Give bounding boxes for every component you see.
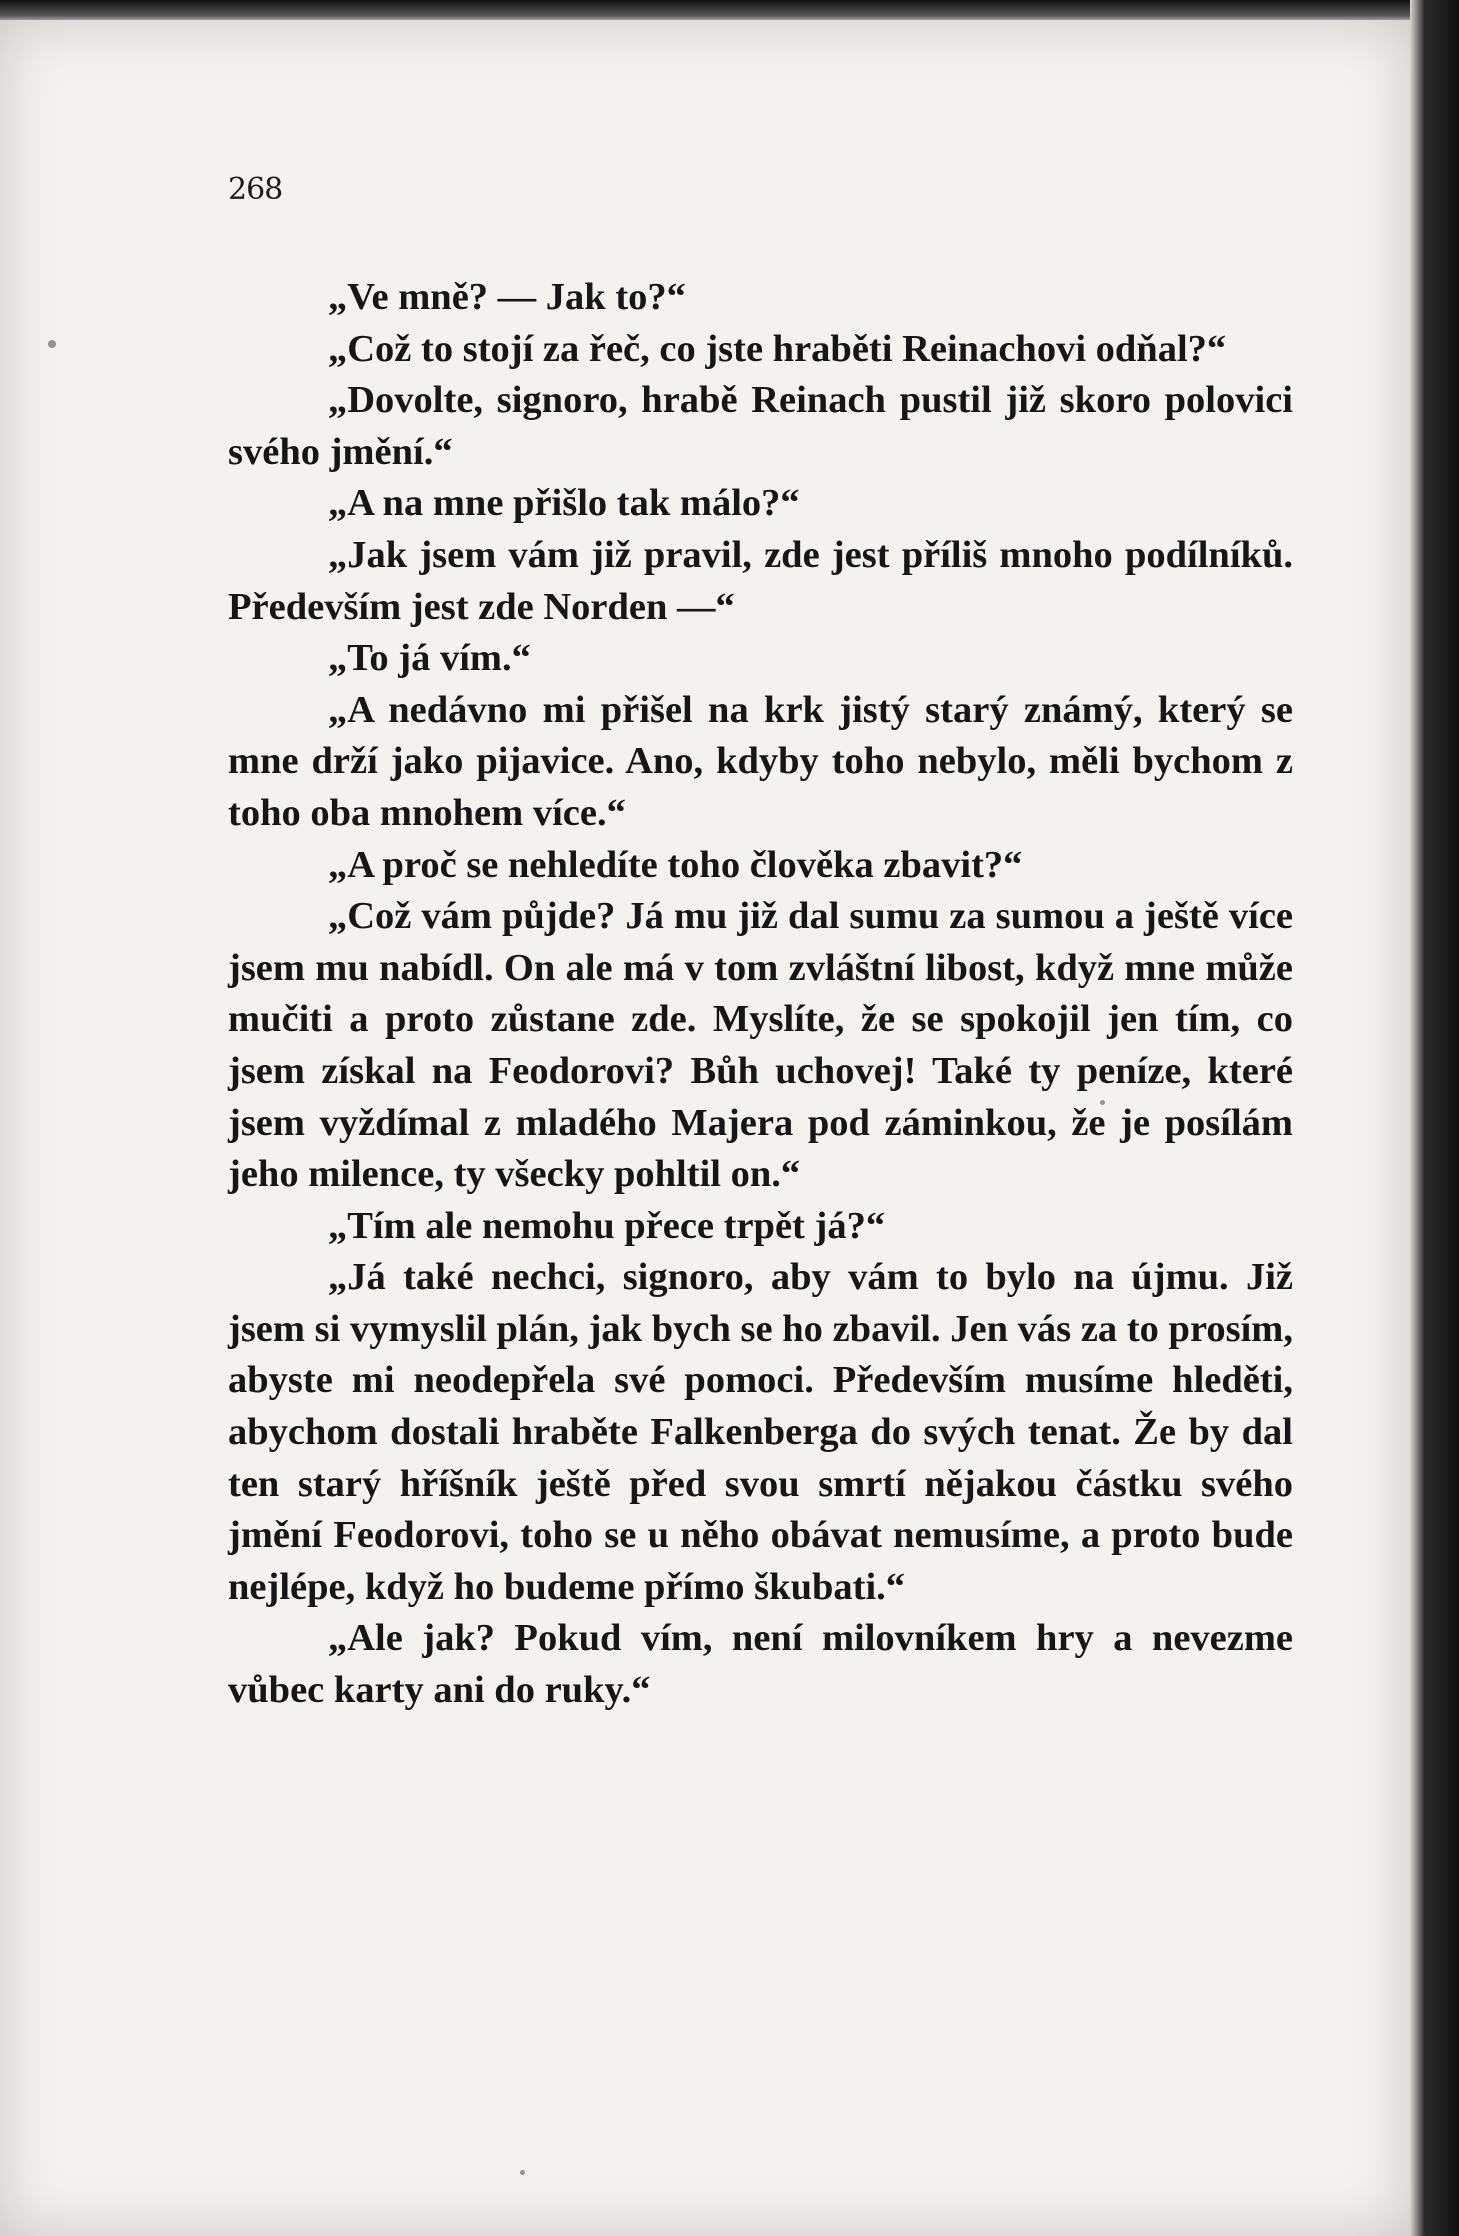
scan-speck (48, 340, 56, 348)
paragraph: „A proč se nehledíte toho člověka zbavit?“ (328, 843, 1023, 886)
paragraph: „Což vám půjde? Já mu již dal sumu za sumou a ještě více jsem mu nabídl. On ale má v tom zvláštní libost, když mne může mučiti a proto zůstane zde. Myslíte, že se spokojil jen tím, co jsem získal na Feodorovi? Bůh uchovej! Také ty peníze, které jsem vyždímal z mladého Majera pod záminkou, že je posílám jeho milence, ty všecky pohltil on.“ (228, 895, 1293, 1196)
scan-top-edge (0, 0, 1459, 22)
book-spine-shadow (1410, 0, 1459, 2236)
paragraph: „Dovolte, signoro, hrabě Reinach pustil již skoro polovici svého jmění.“ (228, 379, 1293, 473)
paragraph: „To já vím.“ (328, 637, 531, 680)
paragraph: „Jak jsem vám již pravil, zde jest příliš mnoho podílníků. Především jest zde Norden —“ (228, 533, 1293, 628)
paragraph: „Tím ale nemohu přece trpět já?“ (328, 1204, 886, 1247)
paragraph: „A nedávno mi přišel na krk jistý starý známý, který se mne drží jako pijavice. Ano, kdyby toho nebylo, měli bychom z toho oba mnohem více.“ (228, 688, 1293, 834)
paragraph: „A na mne přišlo tak málo?“ (328, 482, 800, 525)
body-text (228, 272, 1293, 1717)
paragraph: „Což to stojí za řeč, co jste hraběti Reinachovi odňal?“ (328, 327, 1227, 370)
scan-speck (520, 2170, 525, 2175)
paragraph: „Ve mně? — Jak to?“ (328, 276, 686, 318)
page-number: 268 (228, 172, 283, 207)
paragraph: „Já také nechci, signoro, aby vám to bylo na újmu. Již jsem si vymyslil plán, jak bych se ho zbavil. Jen vás za to prosím, abyste mi neodepřela své pomoci. Především musíme hleděti, abychom dostali hraběte Falkenberga do svých tenat. Že by dal ten starý hříšník ještě před svou smrtí nějakou částku svého jmění Feodorovi, toho se u něho obávat nemusíme, a proto bude nejlépe, když ho budeme přímo škubati.“ (228, 1256, 1293, 1608)
paragraph: „Ale jak? Pokud vím, není milovníkem hry a nevezme vůbec karty ani do ruky.“ (228, 1617, 1293, 1712)
